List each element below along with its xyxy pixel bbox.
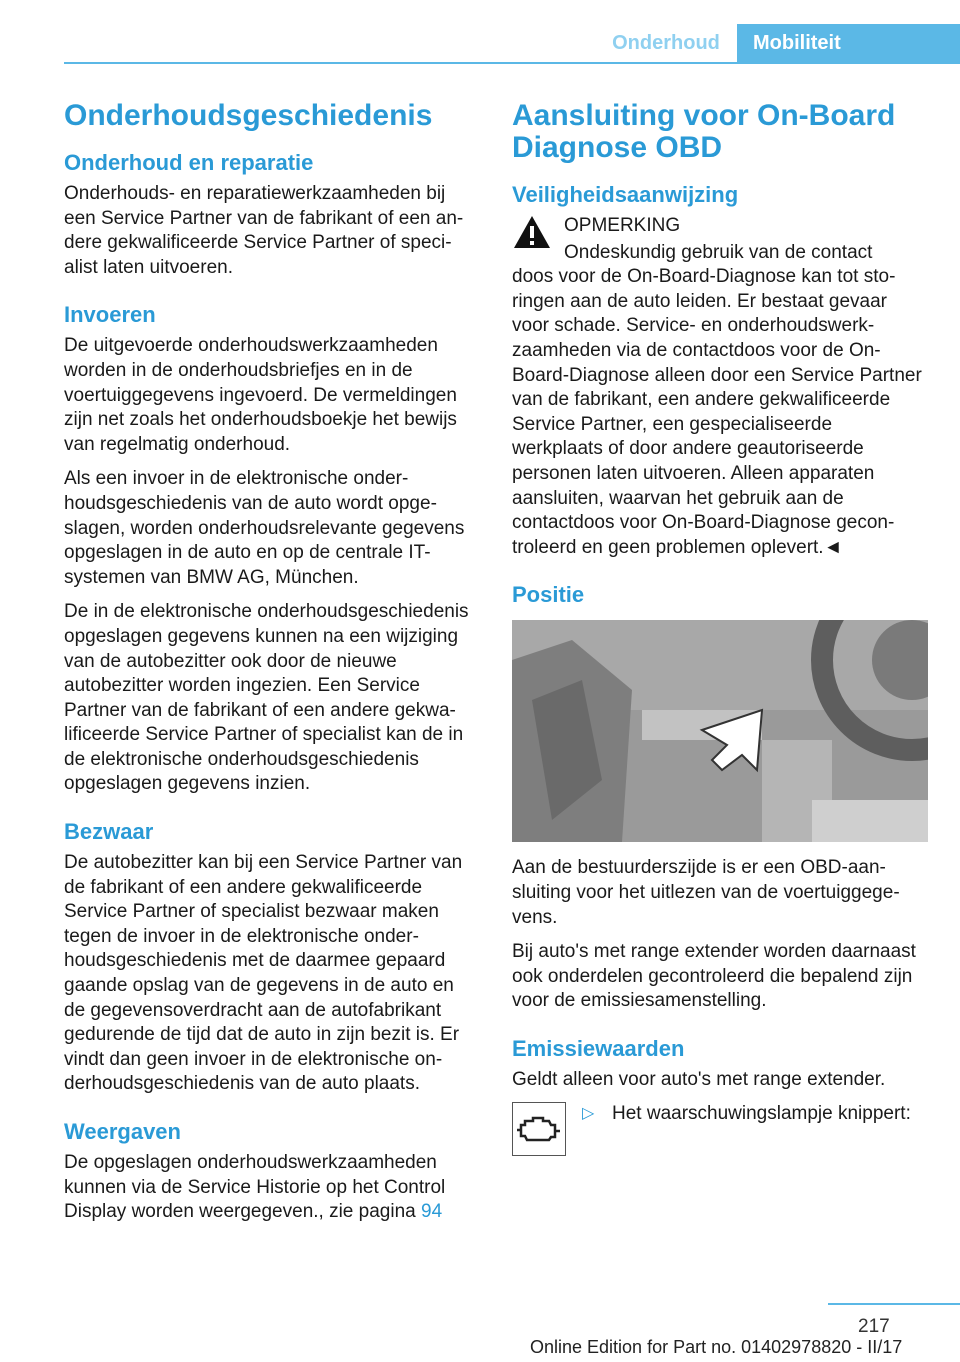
page-title: Onderhoudsgeschiedenis [64, 99, 433, 132]
page-link[interactable]: 94 [421, 1201, 443, 1223]
paragraph: Aan de bestuurderszijde is er een OBD-aansluiting voor het uitlezen van de voertuiggegevens. [512, 857, 900, 928]
paragraph: Geldt alleen voor auto's met range extender. [512, 1068, 886, 1090]
tab-onderhoud[interactable]: Onderhoud [612, 32, 720, 54]
section-title-obd: Aansluiting voor On-Board Diagnose OBD [512, 99, 896, 164]
indicator-text: Het waarschuwingslampje knippert: [612, 1103, 911, 1125]
paragraph [64, 1151, 478, 1225]
section-heading-invoeren: Invoeren [64, 302, 156, 328]
tab-mobiliteit[interactable]: Mobiliteit [737, 24, 960, 62]
paragraph: Onderhouds- en reparatiewerkzaamheden bij een Service Partner van de fabrikant of een andere gekwalificeerde Service Partner of specialist laten uitvoeren. [64, 183, 464, 278]
header-rule [64, 62, 960, 64]
engine-warning-icon [512, 1102, 566, 1156]
section-heading-onderhoud-reparatie: Onderhoud en reparatie [64, 150, 314, 175]
footer-rule [828, 1303, 960, 1305]
paragraph-text: De opgeslagen onderhoudswerkzaamheden kunnen via de Service Historie op het Control Display worden weergegeven., zie pagina [64, 1152, 446, 1223]
page-number: 217 [858, 1316, 890, 1337]
bullet-triangle-icon: ▷ [582, 1105, 595, 1123]
paragraph: De autobezitter kan bij een Service Partner van de fabrikant of een andere gekwalificeerde Service Partner of specialist bezwaar maken tegen de invoer in de elektronische onderhoudsgeschiedenis met de daarmee gepaard gaande opslag van de gegevens in de auto en de gegevensoverdracht aan de autofabrikant gedurende de tijd dat de auto in zijn bezit is. Er vindt dan geen invoer in de elektronische onderhoudsgeschiedenis van de auto plaats. [64, 852, 463, 1095]
indicator-item [512, 1102, 926, 1162]
section-heading-emissiewaarden: Emissiewaarden [512, 1035, 685, 1061]
paragraph: De in de elektronische onderhoudsgeschiedenis opgeslagen gegevens kunnen na een wijziging van de autobezitter ook door de nieuwe autobezitter worden ingezien. Een Service Partner van de fabrikant of een andere gekwalificeerde Service Partner of specialist kan de in de elektronische onderhoudsgeschiedenis opgeslagen gegevens inzien. [64, 601, 469, 795]
obd-illustration [512, 620, 928, 842]
section-heading-bezwaar: Bezwaar [64, 819, 154, 845]
right-column [512, 100, 926, 1162]
section-heading-veiligheid: Veiligheidsaanwijzing [512, 182, 739, 207]
warning-triangle-icon [512, 214, 552, 250]
obd-position-photo [512, 620, 928, 842]
paragraph: De uitgevoerde onderhoudswerkzaamheden worden in de onderhoudsbriefjes en in de voertuiggegevens ingevoerd. De vermeldingen zijn net zoals het onderhoudsboekje het bewijs van regelmatig onderhoud. [64, 335, 457, 455]
section-heading-weergaven: Weergaven [64, 1119, 181, 1144]
warning-label: OPMERKING [564, 215, 681, 236]
edition-footer: Online Edition for Part no. 01402978820 - II/17 [530, 1337, 903, 1357]
paragraph: Bij auto's met range extender worden daarnaast ook onderdelen gecontroleerd die bepalend zijn voor de emissiesamenstelling. [512, 941, 916, 1012]
warning-block [512, 214, 926, 560]
left-column [64, 100, 478, 1235]
section-heading-positie: Positie [512, 582, 585, 608]
warning-text: doos voor de On-Board-Diagnose kan tot storingen aan de auto leiden. Er bestaat gevaar voor schade. Service- en onderhoudswerkzaamheden via de contactdoos voor de On-Board-Diagnose alleen door een Service Partner van de fabrikant, een andere gekwalificeerde Service Partner, een gespecialiseerde werkplaats of door andere geautoriseerde personen laten uitvoeren. Alleen apparaten aansluiten, waarvan het gebruik aan de contactdoos voor On-Board-Diagnose gecontroleerd en geen problemen oplevert.◄ [512, 266, 922, 558]
warning-text-first: Ondeskundig gebruik van de contact [564, 241, 873, 263]
paragraph: Als een invoer in de elektronische onderhoudsgeschiedenis van de auto wordt opgeslagen, worden onderhoudsrelevante gegevens opgeslagen in de auto en op de centrale IT-systemen van BMW AG, München. [64, 468, 465, 588]
